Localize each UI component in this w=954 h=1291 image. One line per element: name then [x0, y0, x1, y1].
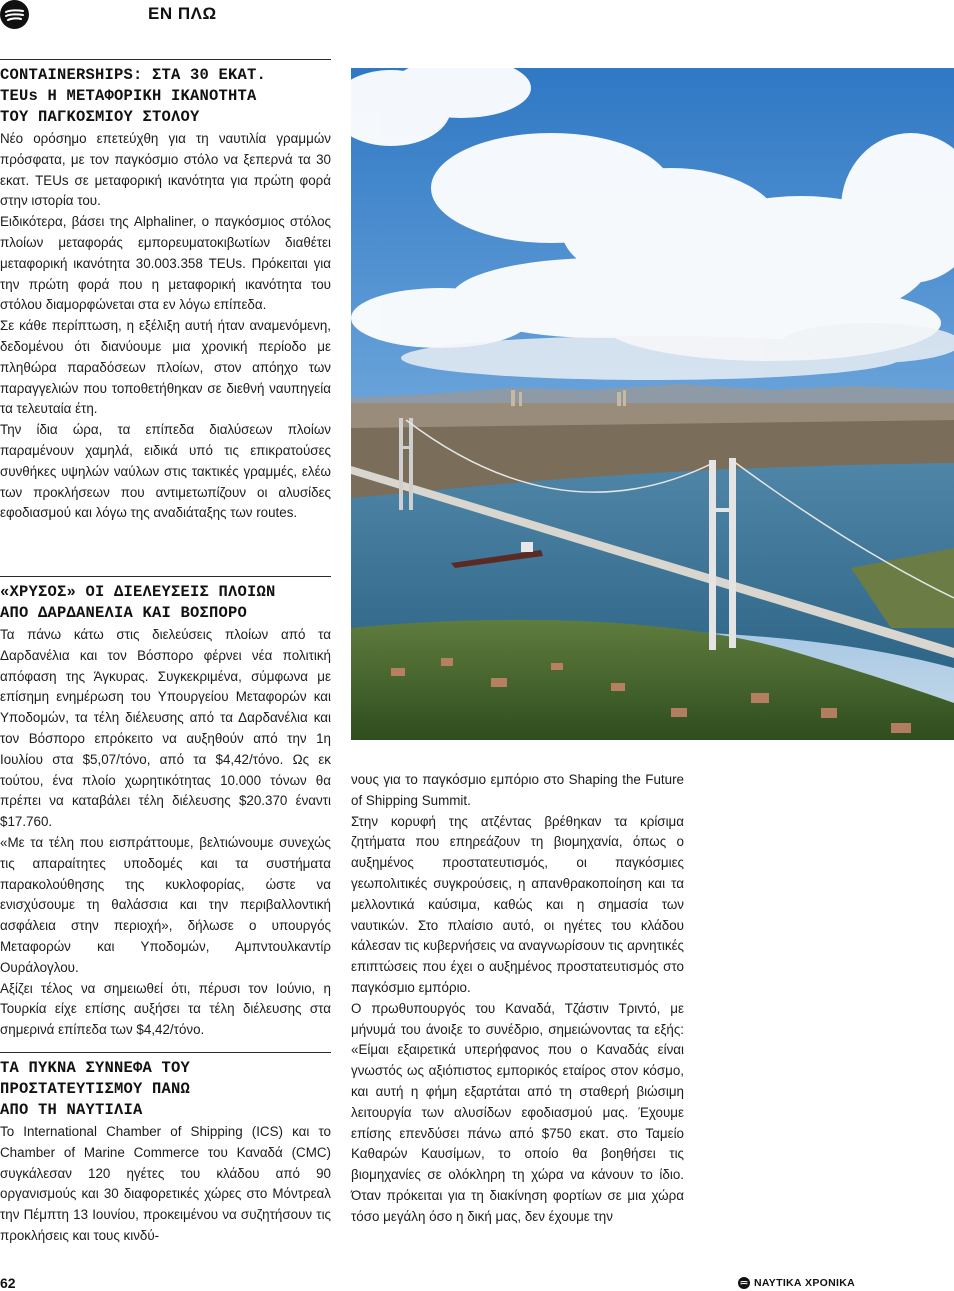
article-paragraph: Σε κάθε περίπτωση, η εξέλιξη αυτή ήταν αναμενόμενη, δεδομένου ότι διανύουμε μια χρονική περίοδο με πληθώρα παραδόσεων πλοίων, στον απόηχο των παραγγελιών που τοποθετήθηκαν σε διεθνή ναυπηγεία τα τελευταία έτη.: [0, 318, 331, 417]
article-paragraph: Την ίδια ώρα, τα επίπεδα διαλύσεων πλοίων παραμένουν χαμηλά, ειδικά υπό τις επικρατούσες συνθήκες υψηλών ναύλων στις τακτικές γραμμές, ελέω των προκλήσεων που αντιμετωπίζουν οι αλυσίδες εφοδιασμού και λόγω της αναδιάταξης των routes.: [0, 422, 331, 521]
article-heading: CONTAINERSHIPS: ΣΤΑ 30 ΕΚΑΤ. TEUs Η ΜΕΤΑΦΟΡΙΚΗ ΙΚΑΝΟΤΗΤΑ ΤΟΥ ΠΑΓΚΟΣΜΙΟΥ ΣΤΟΛΟΥ: [0, 66, 267, 126]
article-paragraph: Ειδικότερα, βάσει της Alphaliner, ο παγκόσμιος στόλος πλοίων μεταφοράς εμπορευματοκιβωτίων διαθέτει μεταφορική ικανότητα 30.003.358 TEUs. Πρόκειται για την πρώτη φορά που η μεταφορική ικανότητα του στόλου διαμορφώνεται στα εν λόγω επίπεδα.: [0, 214, 331, 313]
article-paragraph: «Με τα τέλη που εισπράττουμε, βελτιώνουμε συνεχώς τις απαραίτητες υποδομές και τα συστήματα παρακολούθησης της κυκλοφορίας, ώστε να ενισχύσουμε τη θαλάσσια και την περιβαλλοντική ασφάλεια στην περιοχή», δήλωσε ο υπουργός Μεταφορών και Υποδομών, Αμπντουλκαντίρ Ουράλογλου.: [0, 834, 331, 975]
article-heading: ΤΑ ΠΥΚΝΑ ΣΥΝΝΕΦΑ ΤΟΥ ΠΡΟΣΤΑΤΕΥΤΙΣΜΟΥ ΠΑΝΩ ΑΠΟ ΤΗ ΝΑΥΤΙΛΙΑ: [0, 1059, 191, 1119]
section-divider: [0, 1052, 331, 1053]
article-paragraph: Αξίζει τέλος να σημειωθεί ότι, πέρυσι τον Ιούνιο, η Τουρκία είχε επίσης αυξήσει τα τέλη διέλευσης στα σημερινά επίπεδα των $4,42/τόνο.: [0, 980, 331, 1038]
article-protectionism: [0, 1052, 331, 1247]
bosphorus-bridge-photo: [351, 68, 954, 740]
article-heading: «ΧΡΥΣΟΣ» ΟΙ ΔΙΕΛΕΥΣΕΙΣ ΠΛΟΙΩΝ ΑΠΟ ΔΑΡΔΑΝΕΛΙΑ ΚΑΙ ΒΟΣΠΟΡΟ: [0, 583, 276, 622]
article-paragraph: Το International Chamber of Shipping (ICS) και το Chamber of Marine Commerce του Καναδά (CMC) συγκάλεσαν 120 ηγέτες του κλάδου από 90 οργανισμούς και 30 διαφορετικές χώρες στο Μόντρεαλ την Πέμπτη 13 Ιουνίου, προκειμένου να συζητήσουν τις προκλήσεις και τους κινδύ-: [0, 1124, 331, 1243]
ship-wave-icon: [738, 1277, 750, 1289]
article-paragraph: Τα πάνω κάτω στις διελεύσεις πλοίων από τα Δαρδανέλια και τον Βόσπορο φέρνει νέα πολιτική απόφαση της Άγκυρας. Συγκεκριμένα, σύμφωνα με επίσημη ενημέρωση του Υπουργείου Μεταφορών και Υποδομών, τα τέλη διέλευσης από τα Δαρδανέλια και τον Βόσπορο επρόκειτο να αυξηθούν από την 1η Ιουλίου στα $5,07/τόνο, από τα $4,42/τόνο. Ως εκ τούτου, ένα πλοίο χωρητικότητας 10.000 τόνων θα πρέπει να καταβάλει τέλη διέλευσης $20.370 έναντι $17.760.: [0, 627, 331, 830]
article-paragraph: Νέο ορόσημο επετεύχθη για τη ναυτιλία γραμμών πρόσφατα, με τον παγκόσμιο στόλο να ξεπερνά τα 30 εκατ. TEUs σε μεταφορική ικανότητα για πρώτη φορά στην ιστορία του.: [0, 131, 331, 209]
article-containerships: [0, 59, 331, 524]
ship-wave-icon: [0, 0, 29, 29]
brand-name: ΝΑΥΤΙΚΑ ΧΡΟΝΙΚΑ: [754, 1277, 855, 1289]
article-dardanelles: [0, 576, 331, 1041]
article-paragraph: νους για το παγκόσμιο εμπόριο στο Shaping the Future of Shipping Summit.: [351, 772, 684, 808]
brand-footer: [738, 1277, 855, 1289]
section-label: ΕΝ ΠΛΩ: [148, 4, 217, 23]
article-continuation: [351, 770, 684, 1228]
article-paragraph: Στην κορυφή της ατζέντας βρέθηκαν τα κρίσιμα ζητήματα που επηρεάζουν τη βιομηχανία, όπως ο αυξημένος προστατευτισμός, οι παγκόσμιες γεωπολιτικές συγκρούσεις, η απανθρακοποίηση και τα μελλοντικά καύσιμα, καθώς και η σημασία των ναυτικών. Στο πλαίσιο αυτό, οι ηγέτες του κλάδου κάλεσαν τις κυβερνήσεις να αναγνωρίσουν τις αρνητικές επιπτώσεις που έχει ο αυξημένος προστατευτισμός στο παγκόσμιο εμπόριο.: [351, 813, 684, 995]
section-divider: [0, 576, 331, 577]
section-divider: [0, 59, 331, 60]
page-number: 62: [0, 1275, 16, 1291]
article-paragraph: Ο πρωθυπουργός του Καναδά, Τζάστιν Τριντό, με μήνυμά του άνοιξε το συνέδριο, σημειώνοντας τα εξής: «Είμαι εξαιρετικά υπερήφανος που ο Καναδάς είναι γνωστός ως αξιόπιστος εμπορικός εταίρος στον κόσμο, και αυτή η φήμη εξαρτάται από τη σταθερή βιώσιμη λειτουργία των αλυσίδων εφοδιασμού μας. Έχουμε επίσης επενδύσει πάνω από $750 εκατ. στο Ταμείο Καθαρών Καυσίμων, το οποίο θα βοηθήσει τις βιομηχανίες σε ολόκληρη τη χώρα να κάνουν το ίδιο. Όταν πρόκειται για τη διακίνηση φορτίων σε μια χώρα τόσο μεγάλη όσο η δική μας, δεν έχουμε την: [351, 1000, 684, 1224]
